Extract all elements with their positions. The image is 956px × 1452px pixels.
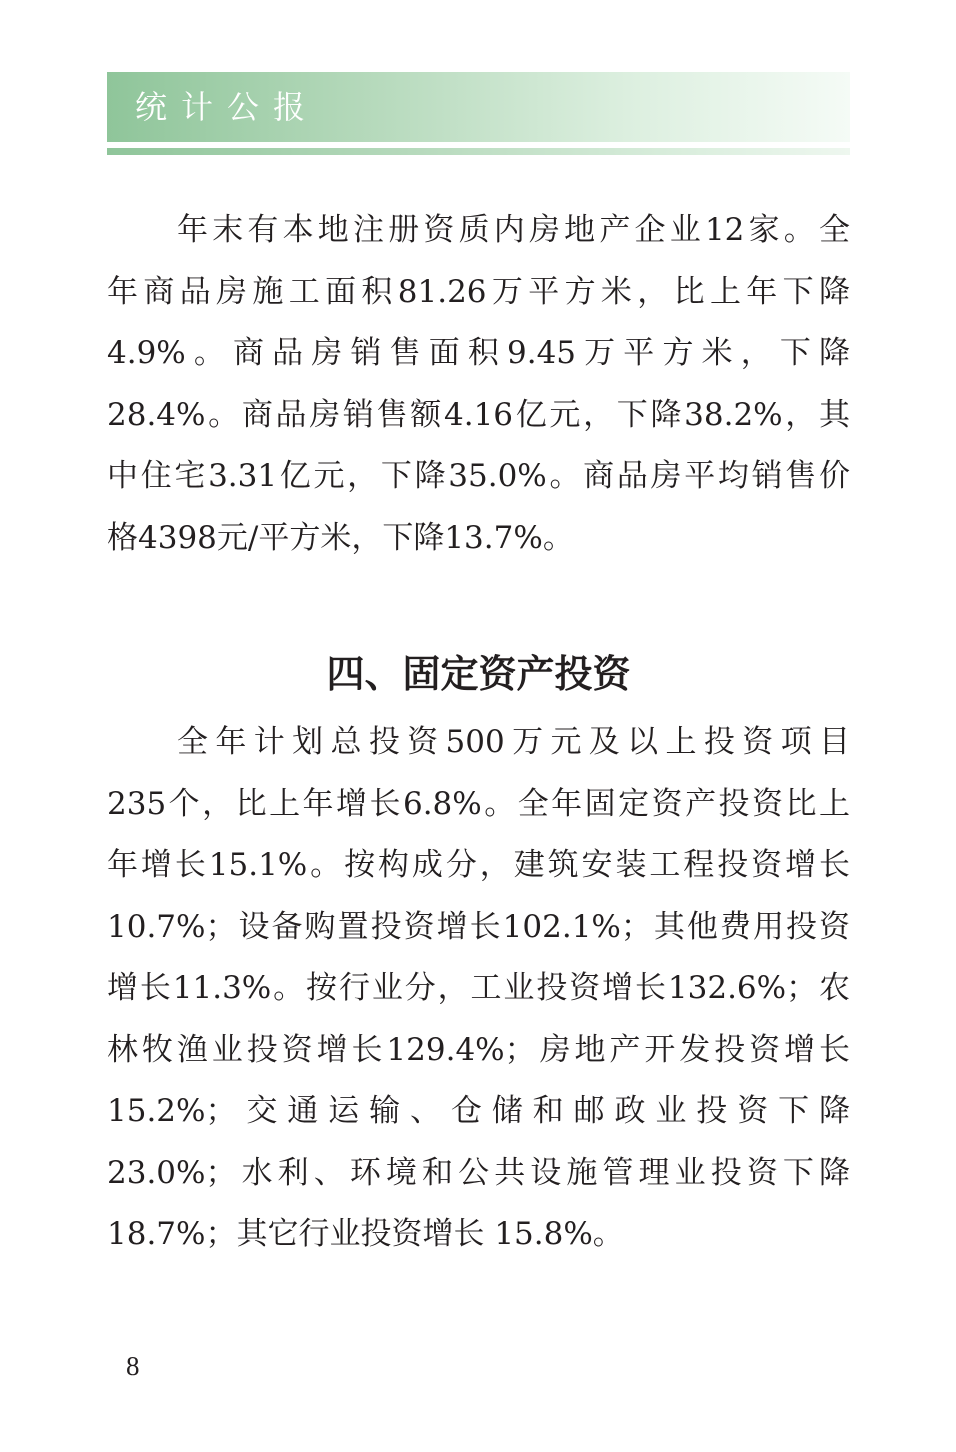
page-number: 8	[126, 1351, 140, 1381]
paragraph-line: 235个，比上年增长6.8%。全年固定资产投资比上	[107, 785, 850, 822]
header-title: 统计公报	[135, 88, 320, 126]
paragraph-line: 4.9%。商品房销售面积9.45万平方米，下降	[107, 335, 850, 371]
paragraph-line: 增长11.3%。按行业分，工业投资增长132.6%；农	[107, 970, 850, 1006]
paragraph-line: 全年计划总投资500万元及以上投资项目	[177, 724, 850, 760]
paragraph-line: 年增长15.1%。按构成分，建筑安装工程投资增长	[107, 847, 850, 883]
paragraph-line: 15.2%；交通运输、仓储和邮政业投资下降	[107, 1093, 850, 1129]
paragraph-line: 28.4%。商品房销售额4.16亿元，下降38.2%，其	[107, 396, 850, 433]
paragraph-line: 23.0%；水利、环境和公共设施管理业投资下降	[107, 1154, 850, 1191]
section-heading: 四、固定资产投资	[326, 651, 631, 696]
header-rule	[107, 148, 850, 155]
paragraph-line: 10.7%；设备购置投资增长102.1%；其他费用投资	[107, 908, 850, 945]
paragraph-line: 格4398元/平方米，下降13.7%。	[107, 519, 574, 556]
real-estate-paragraph	[107, 200, 850, 569]
fixed-asset-investment-paragraph	[107, 712, 850, 1266]
paragraph-line: 林牧渔业投资增长129.4%；房地产开发投资增长	[107, 1031, 850, 1068]
paragraph-line: 中住宅3.31亿元，下降35.0%。商品房平均销售价	[107, 458, 850, 494]
paragraph-line: 年末有本地注册资质内房地产企业12家。全	[177, 212, 850, 248]
paragraph-line: 年商品房施工面积81.26万平方米，比上年下降	[107, 273, 850, 310]
paragraph-line: 18.7%；其它行业投资增长 15.8%。	[107, 1216, 624, 1252]
